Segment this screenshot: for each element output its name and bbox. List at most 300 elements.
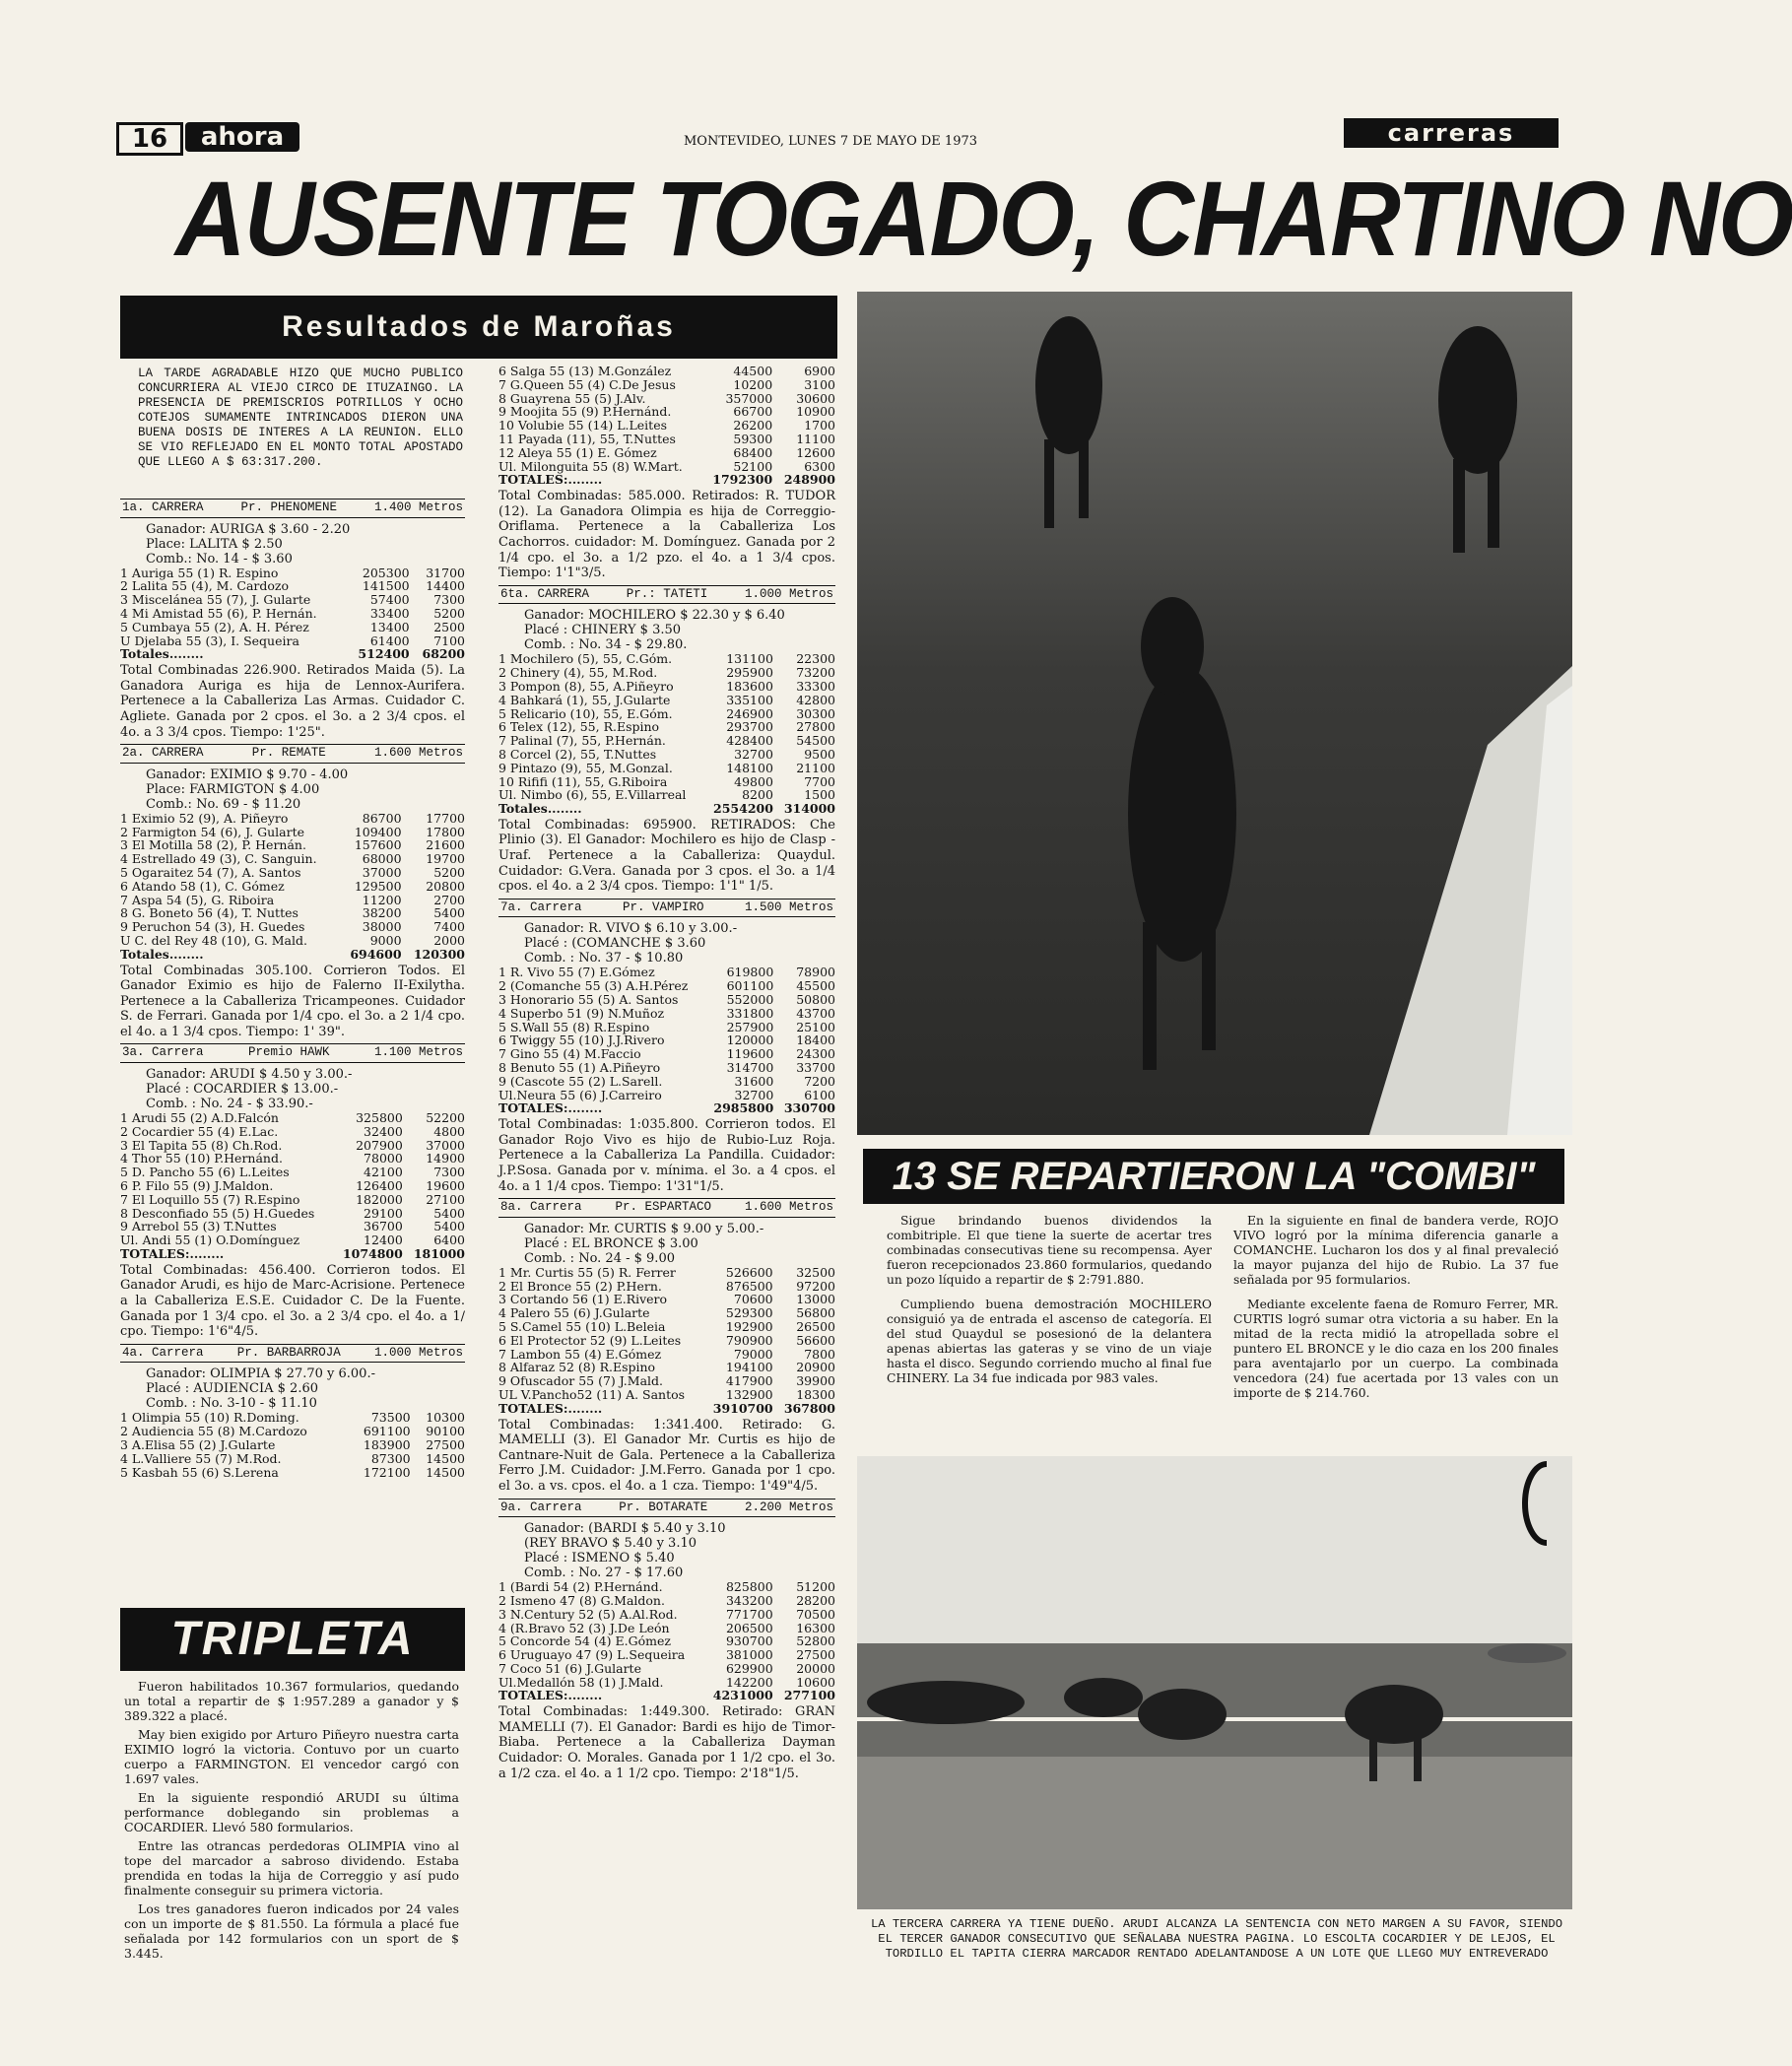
bets-place-cell: 21600: [426, 837, 465, 853]
result-row: [120, 894, 465, 907]
bets-place-cell: 9500: [804, 746, 835, 762]
bets-place-cell: 6400: [433, 1233, 465, 1248]
horse-cell: 1 Mochilero (5), 55, C.Góm.: [498, 651, 673, 667]
race-name: 3a. Carrera: [122, 1045, 204, 1060]
bets-place-cell: 30300: [796, 705, 835, 721]
race-payout: Place: FARMIGTON $ 4.00: [146, 781, 320, 797]
result-row: [498, 734, 835, 748]
result-row: [120, 1220, 465, 1233]
bets-win-cell: 157600: [354, 837, 402, 853]
horse-cell: 5 Kasbah 55 (6) S.Lerena: [120, 1464, 279, 1480]
race-payout: Comb. : No. 3-10 - $ 11.10: [146, 1396, 317, 1412]
bets-win-cell: 2985800: [713, 1100, 774, 1116]
bets-win-cell: 66700: [733, 404, 773, 420]
bets-place-cell: 18400: [796, 1033, 835, 1048]
result-row: [120, 866, 465, 880]
race-prize: Pr.: TATETI: [626, 586, 708, 601]
bets-place-cell: 56600: [796, 1332, 835, 1348]
dateline: MONTEVIDEO, LUNES 7 DE MAYO DE 1973: [684, 134, 978, 149]
horse-cell: TOTALES:........: [498, 1688, 603, 1703]
bets-place-cell: 25100: [796, 1019, 835, 1034]
race-header: [120, 744, 465, 764]
race-payout: Placé : CHINERY $ 3.50: [524, 623, 682, 638]
horse-cell: 6 Twiggy 55 (10) J.J.Rivero: [498, 1033, 665, 1048]
result-row: [498, 1374, 835, 1388]
combi-paragraph: En la siguiente en final de bandera verde, ROJO VIVO logró por la mínima diferencia ganarle a COMANCHE. Lucharon los dos y al final prevaleció la mayor pujanza del hijo de Rubio. La 37 fue señalada por 95 formularios.: [1233, 1214, 1559, 1287]
horse-cell: 7 Lambon 55 (4) E.Gómez: [498, 1346, 662, 1362]
bets-place-cell: 27800: [796, 719, 835, 735]
paper-logo: ahora: [185, 122, 299, 152]
race-payout: Comb. : No. 34 - $ 29.80.: [524, 637, 688, 653]
bets-win-cell: 825800: [725, 1579, 773, 1595]
bets-place-cell: 6900: [804, 364, 835, 378]
result-row: [120, 1452, 465, 1466]
horse-cell: 7 Palinal (7), 55, P.Hernán.: [498, 733, 666, 749]
bets-win-cell: 26200: [733, 418, 773, 433]
result-row: [498, 720, 835, 734]
horse-cell: 5 Ogaraitez 54 (7), A. Santos: [120, 864, 301, 880]
results-table: [498, 1580, 835, 1702]
bets-win-cell: 9000: [369, 932, 402, 948]
result-row: [120, 1466, 465, 1480]
race-payout: Placé : COCARDIER $ 13.00.-: [146, 1082, 339, 1098]
race-name: 2a. CARRERA: [122, 746, 204, 761]
section-tag: carreras: [1344, 118, 1559, 148]
bets-place-cell: 45500: [796, 978, 835, 994]
result-row: [120, 566, 465, 580]
bets-win-cell: 109400: [354, 824, 402, 839]
result-row: [120, 1425, 465, 1438]
race-payout: Placé : EL BRONCE $ 3.00: [524, 1235, 698, 1251]
headline: AUSENTE TOGADO, CHARTINO NO: [175, 159, 1792, 278]
bets-win-cell: 59300: [733, 431, 773, 446]
result-row: [120, 838, 465, 852]
bets-win-cell: 1074800: [342, 1246, 403, 1262]
result-row: [498, 378, 835, 392]
result-row: [498, 707, 835, 721]
results-table: [498, 1266, 835, 1416]
race-summary: Total Combinadas: 456.400. Corrieron todos. El Ganador Arudi, es hijo de Marc-Acrisione. Pertenece a la Caballeriza E.S.E. Cuidador C. De la Fuente. Ganada por 1 3/4 cpo. el 3o. a 2 3/4 cpo. el 4o. a 1/ cpo. Tiempo: 1'6"4/5.: [120, 1262, 465, 1340]
bets-win-cell: 33400: [369, 605, 410, 621]
result-row: [120, 1193, 465, 1207]
bets-place-cell: 10300: [426, 1410, 465, 1426]
bets-win-cell: 29100: [364, 1205, 403, 1221]
bets-place-cell: 90100: [426, 1424, 465, 1439]
bets-win-cell: 132900: [725, 1386, 773, 1402]
photo-caption: LA TERCERA CARRERA YA TIENE DUEÑO. ARUDI ALCANZA LA SENTENCIA CON NETO MARGEN A SU FAVOR, SIENDO EL TERCER GANADOR CONSECUTIVO QUE SEÑALABA NUESTRA PAGINA. LO ESCOLTA COCARDIER Y DE LEJOS, EL TORDILLO EL TAPITA CIERRA MARCADOR RENTADO ADELANTANDOSE A UN LOTE QUE LLEGO MUY ENTREVERADO: [870, 1917, 1563, 1961]
result-row: [498, 762, 835, 775]
bets-win-cell: 207900: [356, 1137, 403, 1153]
horse-cell: UL V.Pancho52 (11) A. Santos: [498, 1386, 686, 1402]
race-payout: Comb.: No. 14 - $ 3.60: [146, 551, 293, 566]
result-row: [120, 948, 465, 962]
bets-place-cell: 2000: [433, 932, 465, 948]
bets-win-cell: 120000: [726, 1033, 774, 1048]
bets-place-cell: 16300: [796, 1620, 835, 1635]
bets-place-cell: 5400: [433, 905, 465, 921]
result-row: [498, 1320, 835, 1334]
bets-win-cell: 61400: [369, 633, 410, 648]
tripleta-paragraph: Entre las otrancas perdedoras OLIMPIA vino al tope del marcador a sabroso dividendo. Estaba prendida en todas la hija de Correggio y así pudo finalmente conseguir su primera victoria.: [124, 1838, 459, 1898]
horse-cell: 2 El Bronce 55 (2) P.Hern.: [498, 1278, 662, 1294]
bets-win-cell: 52100: [733, 458, 773, 474]
race-header: [120, 1344, 465, 1364]
bets-win-cell: 512400: [358, 646, 410, 662]
horse-cell: 2 Chinery (4), 55, M.Rod.: [498, 665, 658, 681]
horse-cell: 6 Telex (12), 55, R.Espino: [498, 719, 660, 735]
bets-win-cell: 68000: [362, 851, 402, 867]
bets-win-cell: 37000: [362, 864, 402, 880]
race-distance: 1.600 Metros: [373, 746, 463, 761]
tripleta-banner: TRIPLETA: [120, 1608, 465, 1671]
result-row: [120, 906, 465, 920]
bets-place-cell: 37000: [426, 1137, 465, 1153]
race-header: [498, 899, 835, 918]
page-header: [116, 118, 1574, 154]
bets-place-cell: 7400: [433, 919, 465, 935]
bets-win-cell: 205300: [362, 565, 410, 580]
horse-cell: 11 Payada (11), 55, T.Nuttes: [498, 431, 676, 446]
combi-paragraph: Cumpliendo buena demostración MOCHILERO consiguió ya de entrada el ascenso de categoría. El del stud Quaydul se posesionó de la delantera apenas abiertas las gateras y se vino de un viaje hasta el disco. Segundo corriendo mucho al final fue CHINERY. La 34 fue indicada por 983 vales.: [887, 1298, 1212, 1385]
bets-win-cell: 148100: [726, 760, 773, 775]
bets-place-cell: 52200: [426, 1110, 465, 1126]
bets-place-cell: 27100: [426, 1191, 465, 1207]
bets-place-cell: 5200: [433, 605, 465, 621]
race-header: [498, 1499, 835, 1518]
bets-place-cell: 27500: [426, 1436, 465, 1452]
race-name: 4a. Carrera: [122, 1345, 204, 1360]
results-table: [120, 812, 465, 962]
combi-text-col2: [1233, 1214, 1559, 1411]
horse-cell: 4 (R.Bravo 52 (3) J.De León: [498, 1620, 670, 1635]
result-row: [120, 852, 465, 866]
bets-place-cell: 7800: [804, 1346, 835, 1362]
race-distance: 1.500 Metros: [744, 900, 833, 914]
bets-place-cell: 6100: [804, 1087, 835, 1102]
bets-place-cell: 5200: [433, 864, 465, 880]
bets-win-cell: 331800: [726, 1005, 774, 1021]
result-row: [120, 1152, 465, 1166]
result-row: [120, 1438, 465, 1452]
horse-cell: 9 (Cascote 55 (2) L.Sarell.: [498, 1073, 663, 1089]
bets-place-cell: 52800: [796, 1633, 835, 1649]
bets-win-cell: 57400: [369, 592, 410, 608]
bets-place-cell: 14400: [426, 578, 465, 594]
race-photo-bottom-image: [857, 1456, 1572, 1909]
bets-win-cell: 38000: [362, 919, 402, 935]
bets-place-cell: 68200: [422, 646, 465, 662]
race-payout: Ganador: MOCHILERO $ 22.30 y $ 6.40: [524, 608, 785, 624]
result-row: [120, 812, 465, 826]
race-prize: Pr. PHENOMENE: [240, 500, 338, 514]
horse-cell: TOTALES:........: [498, 1400, 603, 1416]
bets-place-cell: 28200: [796, 1592, 835, 1608]
bets-win-cell: 529300: [725, 1305, 773, 1321]
horse-cell: 3 N.Century 52 (5) A.Al.Rod.: [498, 1606, 678, 1622]
result-row: [498, 1348, 835, 1362]
horse-cell: 8 Benuto 55 (1) A.Piñeyro: [498, 1060, 661, 1076]
horse-cell: Ul.Medallón 58 (1) J.Mald.: [498, 1674, 664, 1690]
result-row: [498, 993, 835, 1007]
result-row: [498, 966, 835, 979]
race-payout: Ganador: Mr. CURTIS $ 9.00 y 5.00.-: [524, 1221, 764, 1236]
race-name: 8a. Carrera: [500, 1200, 582, 1215]
horse-cell: Totales........: [120, 646, 204, 662]
bets-place-cell: 1500: [804, 787, 835, 803]
result-row: [120, 1139, 465, 1153]
race-payout: Ganador: AURIGA $ 3.60 - 2.20: [146, 521, 351, 537]
horse-cell: 5 S.Wall 55 (8) R.Espino: [498, 1019, 650, 1034]
horse-cell: 4 L.Valliere 55 (7) M.Rod.: [120, 1450, 282, 1466]
result-row: [120, 1247, 465, 1261]
result-row: [498, 979, 835, 993]
bets-win-cell: 293700: [726, 719, 773, 735]
bets-win-cell: 619800: [726, 965, 774, 980]
result-row: [120, 880, 465, 894]
bets-place-cell: 120300: [413, 946, 465, 962]
horse-cell: 2 (Comanche 55 (3) A.H.Pérez: [498, 978, 689, 994]
bets-win-cell: 314700: [726, 1060, 774, 1076]
bets-place-cell: 367800: [783, 1400, 835, 1416]
bets-place-cell: 73200: [796, 665, 835, 681]
combi-paragraph: Sigue brindando buenos dividendos la combitriple. El que tiene la suerte de acertar tres combinadas consecutivas tiene su recompensa. Ayer fueron recepcionados 23.860 formularios, quedando un pozo líquido a repartir de $ 2:791.880.: [887, 1214, 1212, 1287]
race-summary: Total Combinadas: 1:035.800. Corrieron todos. El Ganador Rojo Vivo es hijo de Rubio-Luz Roja. Pertenece a la Caballeriza La Pandilla. Cuidador: J.P.Sosa. Ganada por v. mínima. el 3o. a 4 cpos. el 4o. a 1 1/4 cpos. Tiempo: 1'31"1/5.: [498, 1117, 835, 1194]
result-row: [498, 1689, 835, 1702]
horse-cell: 9 Pintazo (9), 55, M.Gonzal.: [498, 760, 673, 775]
horse-cell: 6 P. Filo 55 (9) J.Maldon.: [120, 1178, 274, 1194]
bets-place-cell: 39900: [796, 1373, 835, 1389]
bets-place-cell: 2500: [433, 619, 465, 634]
combi-text-col1: [887, 1214, 1212, 1396]
bets-win-cell: 70600: [733, 1292, 773, 1307]
page-number: 16: [116, 122, 183, 156]
bets-place-cell: 17800: [426, 824, 465, 839]
result-row: [498, 392, 835, 406]
tripleta-paragraph: Los tres ganadores fueron indicados por 24 vales con un importe de $ 81.550. La fórmula a placé fue señalada por 142 formularios con un sport de $ 3.445.: [124, 1901, 459, 1961]
bets-place-cell: 3100: [804, 376, 835, 392]
bets-place-cell: 13000: [796, 1292, 835, 1307]
horse-cell: 8 Corcel (2), 55, T.Nuttes: [498, 746, 657, 762]
bets-place-cell: 19700: [426, 851, 465, 867]
result-row: [498, 1594, 835, 1608]
bets-win-cell: 876500: [725, 1278, 773, 1294]
result-row: [498, 1033, 835, 1047]
bets-place-cell: 19600: [426, 1178, 465, 1194]
horse-cell: 1 Mr. Curtis 55 (5) R. Ferrer: [498, 1264, 676, 1280]
bets-win-cell: 192900: [725, 1318, 773, 1334]
bets-place-cell: 20900: [796, 1360, 835, 1375]
race-payout: Comb. : No. 24 - $ 9.00: [524, 1250, 675, 1266]
bets-place-cell: 181000: [413, 1246, 465, 1262]
race-payout: Ganador: OLIMPIA $ 27.70 y 6.00.-: [146, 1366, 375, 1382]
bets-win-cell: 694600: [350, 946, 402, 962]
bets-place-cell: 33300: [796, 678, 835, 694]
result-row: [120, 1207, 465, 1221]
results-table: [120, 566, 465, 662]
result-row: [120, 647, 465, 661]
results-table: [498, 365, 835, 487]
race-distance: 1.600 Metros: [744, 1200, 833, 1215]
bets-place-cell: 10900: [796, 404, 835, 420]
horse-cell: 6 Atando 58 (1), C. Gómez: [120, 878, 285, 894]
bets-place-cell: 7100: [433, 633, 465, 648]
race-name: 7a. Carrera: [500, 900, 582, 914]
race-summary: Total Combinadas 226.900. Retirados Maida (5). La Ganadora Auriga es hija de Lennox-Aurifera. Pertenece a la Caballeriza Las Armas. Cuidador C. Agliete. Ganada por 2 cpos. el 3o. a 2 3/4 cpos. el 4o. a 3 3/4 cpos. Tiempo: 1'25".: [120, 663, 465, 740]
race-summary: Total Combinadas: 585.000. Retirados: R. TUDOR (12). La Ganadora Olimpia es hija de Correggio-Oriflama. Pertenece a la Caballeriza Los Cachorros. cuidador: M. Domínguez. Ganada por 2 1/4 cpo. el 3o. a 1/2 pzo. el 4o. a 1 3/4 cpos. Tiempo: 1'1"3/5.: [498, 489, 835, 581]
bets-place-cell: 18300: [796, 1386, 835, 1402]
horse-cell: 4 Mi Amistad 55 (6), P. Hernán.: [120, 605, 317, 621]
bets-win-cell: 1792300: [712, 472, 773, 488]
bets-place-cell: 7300: [433, 1165, 465, 1180]
results-table: [498, 966, 835, 1115]
bets-win-cell: 172100: [363, 1464, 411, 1480]
race-prize: Premio HAWK: [247, 1045, 330, 1060]
horse-cell: 1 Auriga 55 (1) R. Espino: [120, 565, 279, 580]
bets-win-cell: 10200: [733, 376, 773, 392]
horse-cell: 9 Peruchon 54 (3), H. Guedes: [120, 919, 305, 935]
horse-cell: 9 Ofuscador 55 (7) J.Mald.: [498, 1373, 663, 1389]
bets-win-cell: 131100: [726, 651, 773, 667]
bets-win-cell: 142200: [725, 1674, 773, 1690]
race-payout: Ganador: EXIMIO $ 9.70 - 4.00: [146, 766, 349, 782]
bets-win-cell: 335100: [726, 692, 773, 707]
result-row: [498, 1662, 835, 1676]
bets-place-cell: 50800: [796, 992, 835, 1008]
horse-cell: 1 R. Vivo 55 (7) E.Gómez: [498, 965, 655, 980]
race-payout: Comb. : No. 27 - $ 17.60: [524, 1566, 684, 1581]
result-row: [498, 1047, 835, 1061]
horse-cell: Totales........: [498, 801, 582, 817]
bets-win-cell: 325800: [356, 1110, 403, 1126]
result-row: [498, 775, 835, 789]
bets-place-cell: 56800: [796, 1305, 835, 1321]
result-row: [498, 1293, 835, 1306]
result-row: [498, 1266, 835, 1280]
bets-place-cell: 42800: [796, 692, 835, 707]
bets-win-cell: 343200: [725, 1592, 773, 1608]
race-payout: (REY BRAVO $ 5.40 y 3.10: [524, 1536, 697, 1552]
result-row: [120, 607, 465, 621]
race-distance: 2.200 Metros: [744, 1500, 833, 1514]
horse-cell: 8 Alfaraz 52 (8) R.Espino: [498, 1360, 656, 1375]
result-row: [498, 666, 835, 680]
result-row: [498, 1021, 835, 1034]
horse-cell: 8 Guayrena 55 (5) J.Alv.: [498, 390, 646, 406]
race-payout: Comb. : No. 37 - $ 10.80: [524, 951, 684, 966]
bets-place-cell: 248900: [783, 472, 835, 488]
horse-cell: 8 G. Boneto 56 (4), T. Nuttes: [120, 905, 299, 921]
bets-place-cell: 27500: [796, 1647, 835, 1663]
race-header: [120, 1043, 465, 1063]
bets-place-cell: 5400: [433, 1205, 465, 1221]
result-row: [498, 652, 835, 666]
race-payout: Ganador: R. VIVO $ 6.10 y 3.00.-: [524, 921, 738, 937]
bets-place-cell: 24300: [796, 1046, 835, 1062]
bets-place-cell: 43700: [796, 1005, 835, 1021]
horse-cell: 2 Cocardier 55 (4) E.Lac.: [120, 1123, 279, 1139]
bets-win-cell: 417900: [725, 1373, 773, 1389]
bets-win-cell: 194100: [725, 1360, 773, 1375]
result-row: [120, 621, 465, 634]
bets-place-cell: 33700: [796, 1060, 835, 1076]
tripleta-text: [124, 1679, 459, 1965]
bets-place-cell: 10600: [796, 1674, 835, 1690]
horse-cell: 5 D. Pancho 55 (6) L.Leites: [120, 1165, 290, 1180]
bets-place-cell: 7200: [804, 1073, 835, 1089]
horse-cell: TOTALES:........: [498, 472, 603, 488]
bets-place-cell: 5400: [433, 1219, 465, 1234]
races-column-middle: [498, 365, 835, 1785]
horse-cell: 6 Salga 55 (13) M.González: [498, 364, 672, 378]
bets-place-cell: 314000: [783, 801, 835, 817]
result-row: [498, 802, 835, 816]
race-payout: Ganador: ARUDI $ 4.50 y 3.00.-: [146, 1067, 353, 1083]
result-row: [498, 1634, 835, 1648]
bets-win-cell: 31600: [734, 1073, 774, 1089]
combi-banner: 13 SE REPARTIERON LA "COMBI": [863, 1149, 1564, 1204]
results-table: [120, 1411, 465, 1479]
bets-win-cell: 428400: [726, 733, 773, 749]
race-photo-top-image: [857, 292, 1572, 1135]
result-row: [498, 1007, 835, 1021]
result-row: [498, 1089, 835, 1102]
bets-win-cell: 129500: [354, 878, 402, 894]
result-row: [120, 1125, 465, 1139]
horse-cell: TOTALES:........: [498, 1100, 603, 1116]
horse-cell: U Djelaba 55 (3), I. Sequeira: [120, 633, 299, 648]
horse-cell: 9 Arrebol 55 (3) T.Nuttes: [120, 1219, 277, 1234]
result-row: [498, 1101, 835, 1115]
result-row: [120, 1411, 465, 1425]
race-prize: Pr. BARBARROJA: [236, 1345, 341, 1360]
horse-cell: 5 Cumbaya 55 (2), A. H. Pérez: [120, 619, 309, 634]
bets-win-cell: 295900: [726, 665, 773, 681]
horse-cell: 10 Rififi (11), 55, G.Riboira: [498, 773, 668, 789]
bets-win-cell: 246900: [726, 705, 773, 721]
horse-cell: U C. del Rey 48 (10), G. Mald.: [120, 932, 307, 948]
result-row: [498, 433, 835, 446]
race-name: 9a. Carrera: [500, 1500, 582, 1514]
horse-cell: 6 El Protector 52 (9) L.Leites: [498, 1332, 682, 1348]
race-name: 1a. CARRERA: [122, 500, 204, 514]
horse-cell: 2 Audiencia 55 (8) M.Cardozo: [120, 1424, 307, 1439]
race-payout: Ganador: (BARDI $ 5.40 y 3.10: [524, 1521, 726, 1537]
result-row: [498, 1676, 835, 1690]
horse-cell: Ul. Andi 55 (1) O.Domínguez: [120, 1233, 300, 1248]
race-header: [120, 499, 465, 518]
race-summary: Total Combinadas: 695900. RETIRADOS: Che Plinio (3). El Ganador: Mochilero es hijo de Clasp - Uraf. Pertenece a la Caballeriza: Quaydul. Cuidador: G.Vera. Ganada por 3 cpos. el 3o. a 1/4 cpos. el 4o. a 2 3/4 cpos. Tiempo: 1'1" 1/5.: [498, 817, 835, 895]
horse-cell: 5 Relicario (10), 55, E.Góm.: [498, 705, 673, 721]
result-row: [120, 1111, 465, 1125]
bets-win-cell: 629900: [725, 1660, 773, 1676]
bets-place-cell: 1700: [804, 418, 835, 433]
bets-win-cell: 930700: [725, 1633, 773, 1649]
bets-place-cell: 31700: [426, 565, 465, 580]
bets-win-cell: 32700: [734, 746, 773, 762]
bets-win-cell: 38200: [362, 905, 402, 921]
bets-win-cell: 36700: [364, 1219, 403, 1234]
bets-win-cell: 183600: [726, 678, 773, 694]
bets-win-cell: 183900: [363, 1436, 411, 1452]
race-distance: 1.400 Metros: [373, 500, 463, 514]
race-distance: 1.000 Metros: [744, 586, 833, 601]
result-row: [498, 748, 835, 762]
horse-cell: 3 El Motilla 58 (2), P. Hernán.: [120, 837, 306, 853]
tripleta-paragraph: En la siguiente respondió ARUDI su última performance doblegando sin problemas a COCARDIER. Llevó 580 formularios.: [124, 1790, 459, 1834]
result-row: [498, 1306, 835, 1320]
result-row: [498, 473, 835, 487]
bets-place-cell: 22300: [796, 651, 835, 667]
